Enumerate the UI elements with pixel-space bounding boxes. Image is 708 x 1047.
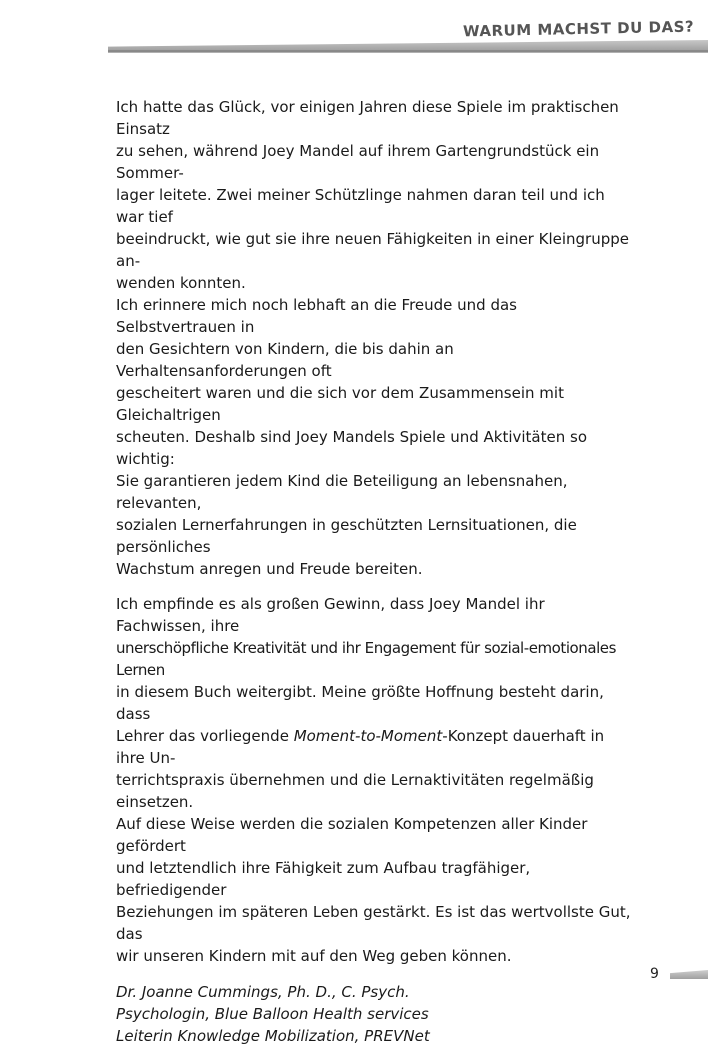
text-line: den Gesichtern von Kindern, die bis dahin an Verhaltensanforderungen oft (116, 340, 454, 380)
signature-role: Psychologin, Blue Balloon Health services (116, 1005, 429, 1023)
page-number: 9 (650, 966, 659, 982)
text-line: lager leitete. Zwei meiner Schützlinge nahmen daran teil und ich war tief (116, 186, 605, 226)
text-line: beeindruckt, wie gut sie ihre neuen Fähigkeiten in einer Kleingruppe an- (116, 230, 629, 270)
text-line: und letztendlich ihre Fähigkeit zum Aufbau tragfähiger, befriedigender (116, 859, 531, 899)
text-line: gescheitert waren und die sich vor dem Zusammensein mit Gleichaltrigen (116, 384, 564, 424)
text-line: scheuten. Deshalb sind Joey Mandels Spiele und Aktivitäten so wichtig: (116, 428, 587, 468)
text-fragment: -Konzept dauerhaft in ihre Un- (116, 727, 605, 767)
text-line: terrichtspraxis übernehmen und die Lernaktivitäten regelmäßig einsetzen. (116, 771, 594, 811)
text-line: Beziehungen im späteren Leben gestärkt. Es ist das wertvollste Gut, das (116, 903, 631, 943)
text-line: Ich empfinde es als großen Gewinn, dass Joey Mandel ihr Fachwissen, ihre (116, 595, 545, 635)
footer-decorative-bar (670, 970, 708, 979)
text-line: Wachstum anregen und Freude bereiten. (116, 560, 423, 578)
text-line (116, 725, 636, 769)
text-line: wenden konnten. (116, 274, 246, 292)
text-line: Sie garantieren jedem Kind die Beteiligung an lebensnahen, relevanten, (116, 472, 568, 512)
signature-block (116, 981, 636, 1047)
text-line: wir unseren Kindern mit auf den Weg geben können. (116, 947, 512, 965)
main-text (116, 96, 636, 1047)
header-bar-shadow (108, 50, 708, 53)
text-line: in diesem Buch weitergibt. Meine größte Hoffnung besteht darin, dass (116, 683, 604, 723)
signature-role: Leiterin Knowledge Mobilization, PREVNet (116, 1027, 430, 1045)
concept-name-emphasis: Moment-to-Moment (293, 727, 443, 745)
text-line: unerschöpfliche Kreativität und ihr Engagement für sozial-emotionales Lernen (116, 639, 616, 679)
paragraph-2 (116, 593, 636, 967)
text-fragment: Lehrer das vorliegende (116, 727, 294, 745)
paragraph-1 (116, 96, 636, 580)
running-header-title: WARUM MACHST DU DAS? (462, 17, 695, 41)
text-line: Ich hatte das Glück, vor einigen Jahren diese Spiele im praktischen Einsatz (116, 98, 619, 138)
signature-name: Dr. Joanne Cummings, Ph. D., C. Psych. (116, 983, 410, 1001)
text-line: sozialen Lernerfahrungen in geschützten Lernsituationen, die persönliches (116, 516, 577, 556)
text-line: zu sehen, während Joey Mandel auf ihrem Gartengrundstück ein Sommer- (116, 142, 600, 182)
text-line: Auf diese Weise werden die sozialen Kompetenzen aller Kinder gefördert (116, 815, 588, 855)
text-line: Ich erinnere mich noch lebhaft an die Freude und das Selbstvertrauen in (116, 296, 517, 336)
